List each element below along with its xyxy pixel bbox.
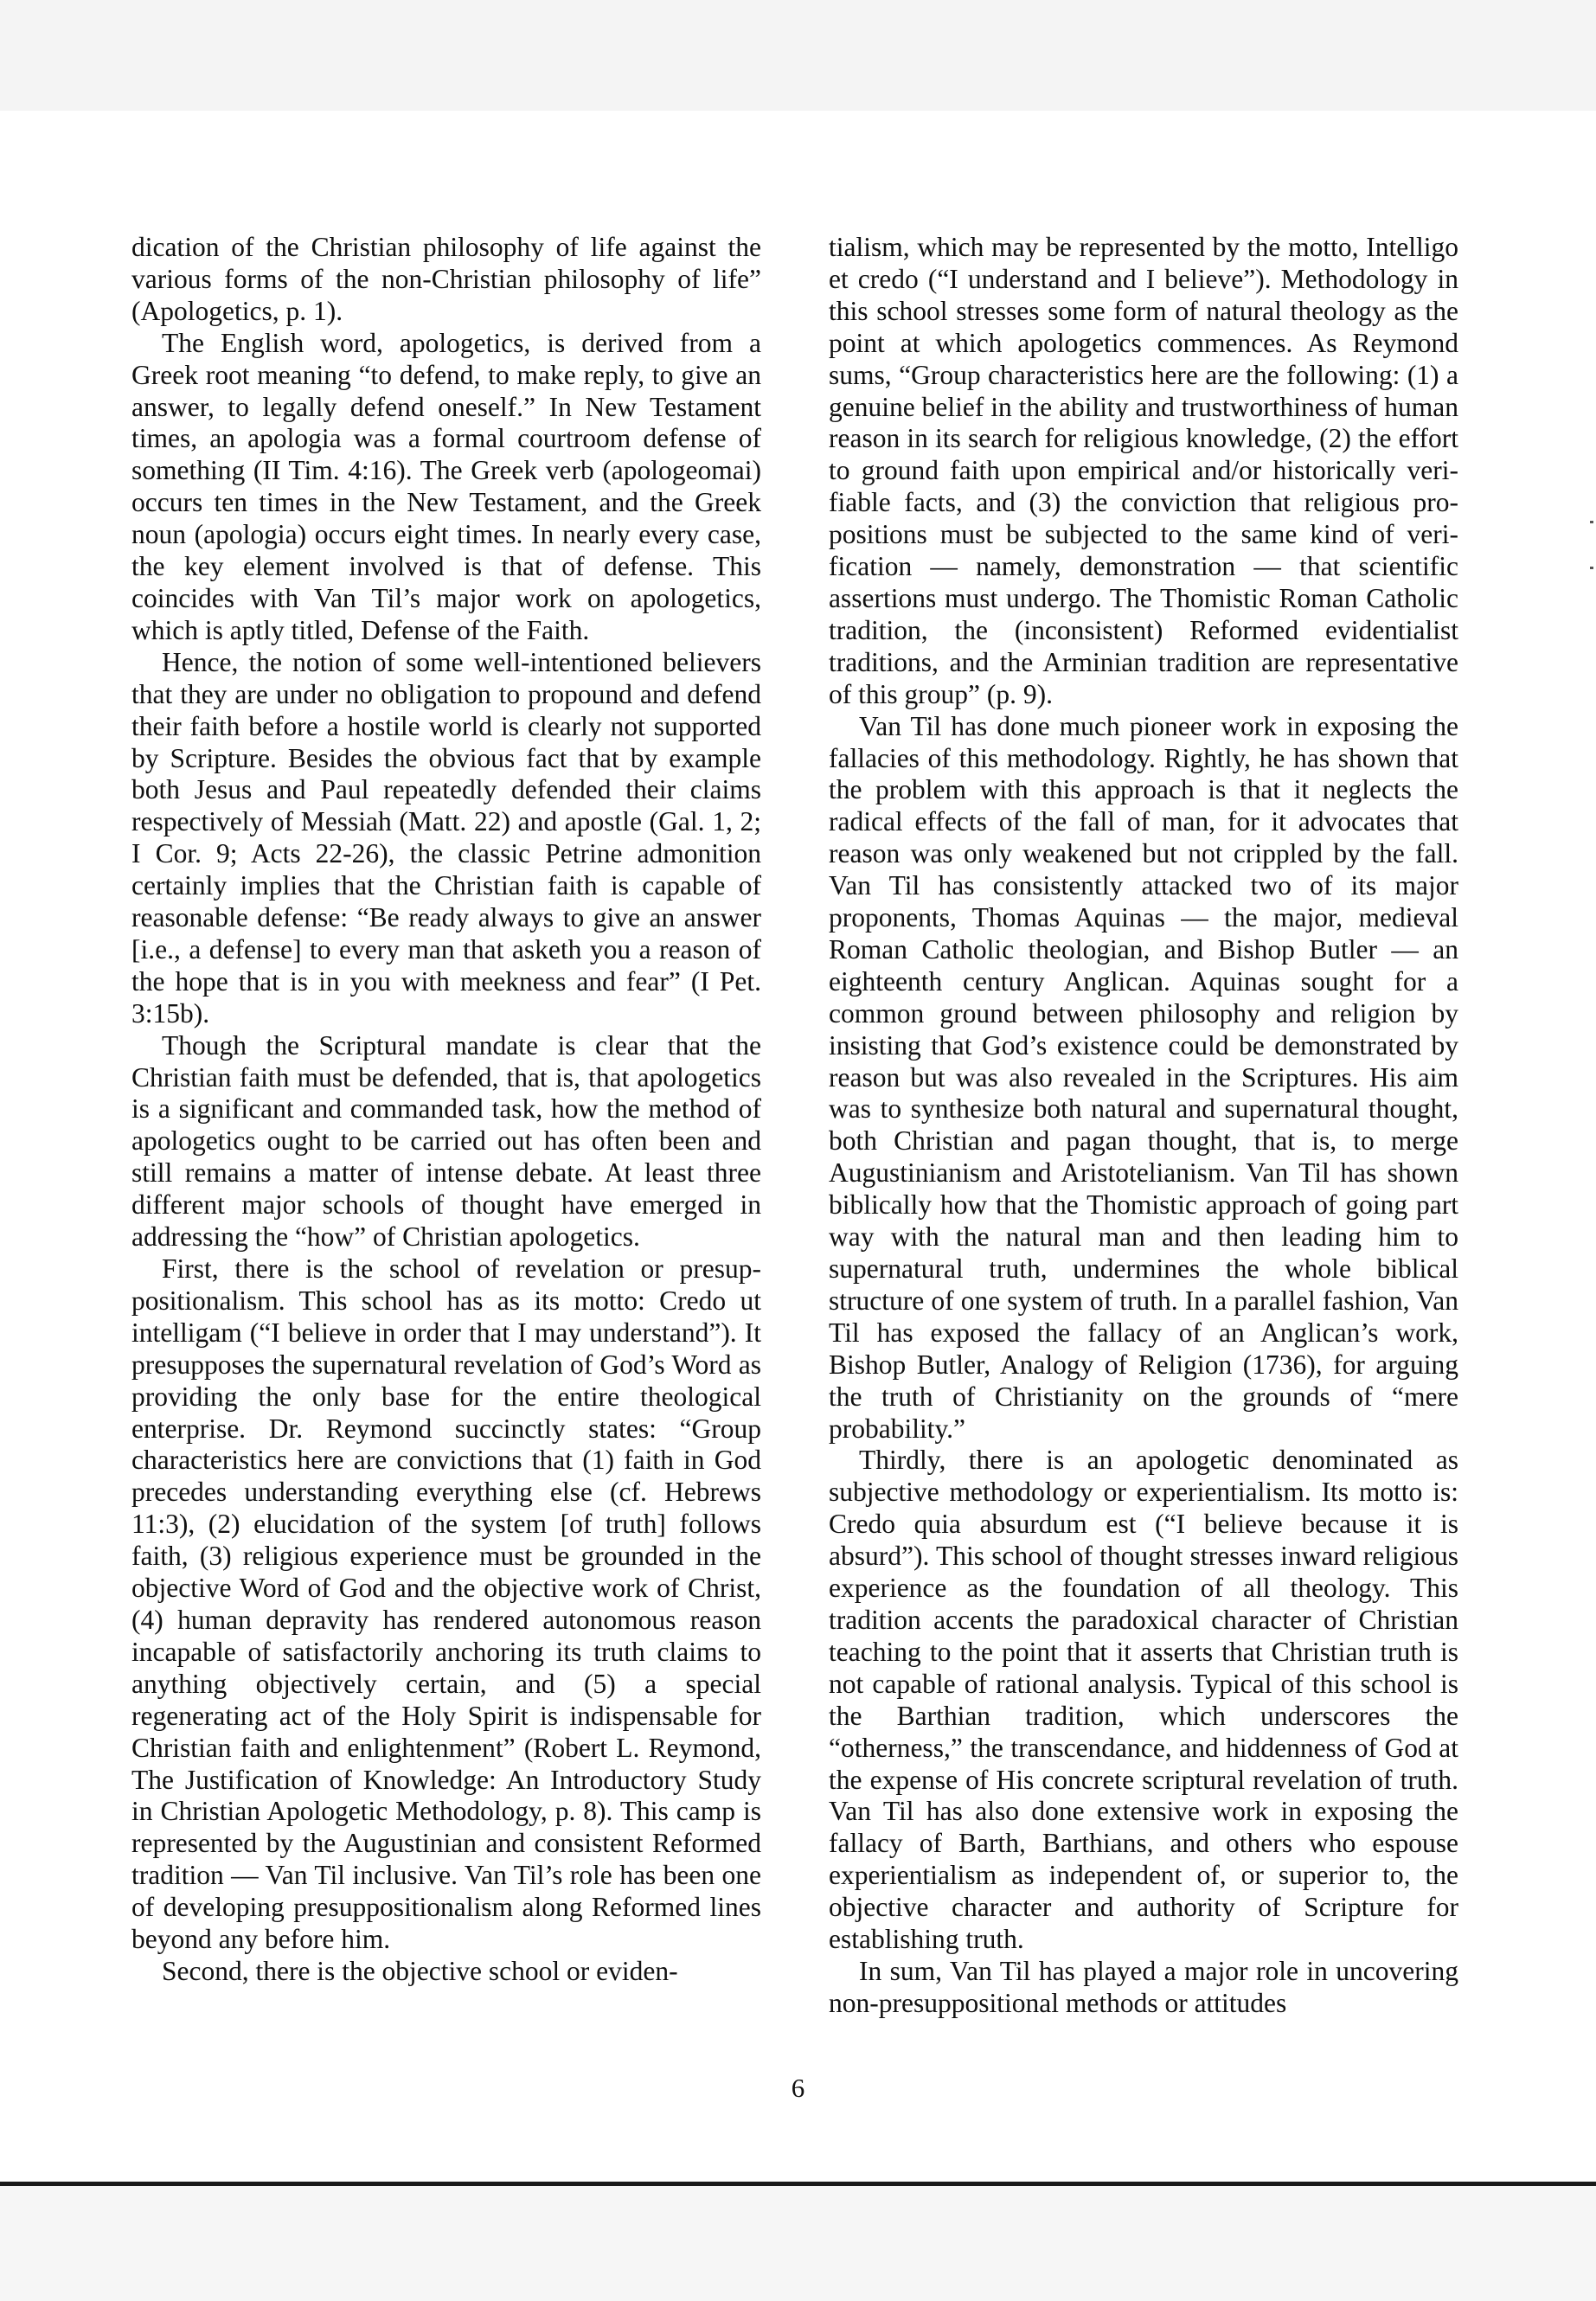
paragraph: tialism, which may be represented by the motto, Intelligo et credo (“I understand and I believe”). Methodology in this school stresses some form of natural theology as the point at which apologetics commences. As Reymond sums, “Group characteristics here are the following: (1) a genuine belief in the ability and trustworthiness of human reason in its search for religious knowledge, (2) the effort to ground faith upon empirical and/or historically verifiable facts, and (3) the conviction that religious propositions must be subjected to the same kind of verification — namely, demonstration — that scientific assertions must undergo. The Thomistic Roman Catholic tradition, the (inconsistent) Reformed evidentialist traditions, and the Arminian tradition are representative of this group” (p. 9). xyxy=(829,232,1458,709)
scan-edge-mark xyxy=(1590,521,1593,523)
paragraph: Second, there is the objective school or eviden- xyxy=(162,1955,678,1986)
paragraph: Thirdly, there is an apologetic denominated as subjective methodology or experientialism. Its motto is: Credo quia absurdum est (“I believe because it is absurd”). This school of thought stresses inward religious experience as the foundation of all theology. This tradition accents the paradoxical character of Christian teaching to the point that it asserts that Christian truth is not capable of rational analysis. Typical of this school is the Barthian tradition, which underscores the “otherness,” the transcendance, and hiddenness of God at the expense of His concrete scriptural revelation of truth. Van Til has also done extensive work in exposing the fallacy of Barth, Barthians, and others who espouse experientialism as independent of, or superior to, the objective character and authority of Scripture for establishing truth. xyxy=(829,1445,1458,1955)
scan-edge-mark xyxy=(1590,567,1593,569)
scan-bottom-margin xyxy=(0,2186,1596,2301)
paragraph: Though the Scriptural mandate is clear that the Christian faith must be defended, that is, that apologetics is a significant and commanded task, how the method of apologetics ought to be carried out has often been and still remains a matter of intense debate. At least three different major schools of thought have emerged in addressing the “how” of Christian apologetics. xyxy=(131,1029,761,1253)
paragraph: First, there is the school of revelation or presuppositionalism. This school has as its motto: Credo ut intelligam (“I believe in order that I may understand”). It presupposes the supernatural revelation of God’s Word as providing the only base for the entire theological enterprise. Dr. Reymond succinctly states: “Group characteristics here are convictions that (1) faith in God precedes understanding everything else (cf. Hebrews 11:3), (2) elucidation of the system [of truth] follows faith, (3) religious experience must be grounded in the objective Word of God and the objective work of Christ, (4) human depravity has rendered autonomous reason incapable of satisfactorily anchoring its truth claims to anything objectively certain, and (5) a special regenerating act of the Holy Spirit is indispensable for Christian faith and enlightenment” (Robert L. Reymond, The Justification of Knowledge: An Introductory Study in Christian Apologetic Methodology, p. 8). This camp is represented by the Augustinian and consistent Reformed tradition — Van Til inclusive. Van Til’s role has been one of developing presuppositionalism along Reformed lines beyond any before him. xyxy=(131,1253,761,1955)
page-number: 6 xyxy=(791,2073,805,2103)
left-text-column xyxy=(131,232,761,1988)
paragraph: The English word, apologetics, is derived from a Greek root meaning “to defend, to make reply, to give an answer, to legally defend oneself.” In New Testament times, an apologia was a formal courtroom defense of something (II Tim. 4:16). The Greek verb (apologeomai) occurs ten times in the New Testament, and the Greek noun (apologia) occurs eight times. In nearly every case, the key element involved is that of defense. This coincides with Van Til’s major work on apologetics, which is aptly titled, Defense of the Faith. xyxy=(131,327,761,645)
paragraph: Van Til has done much pioneer work in exposing the fallacies of this methodology. Rightly, he has shown that the problem with this approach is that it neglects the radical effects of the fall of man, for it advocates that reason was only weakened but not crippled by the fall. Van Til has consistently attacked two of its major proponents, Thomas Aquinas — the major, medieval Roman Catholic theologian, and Bishop Butler — an eighteenth century Anglican. Aquinas sought for a common ground between philosophy and religion by insisting that God’s existence could be demonstrated by reason but was also revealed in the Scriptures. His aim was to synthesize both natural and supernatural thought, both Christian and pagan thought, that is, to merge Augustinianism and Aristotelianism. Van Til has shown biblically how that the Thomistic approach of going part way with the natural man and then leading him to supernatural truth, undermines the whole biblical structure of one system of truth. In a parallel fashion, Van Til has exposed the fallacy of an Anglican’s work, Bishop Butler, Analogy of Religion (1736), for arguing the truth of Christianity on the grounds of “mere probability.” xyxy=(829,710,1458,1444)
scan-top-margin xyxy=(0,0,1596,111)
paragraph: dication of the Christian philosophy of life against the various forms of the non-Christian philosophy of life” (Apologetics, p. 1). xyxy=(131,232,761,326)
paragraph: In sum, Van Til has played a major role in uncovering non-presuppositional methods or attitudes xyxy=(829,1955,1458,2018)
right-text-column xyxy=(829,232,1458,2020)
paragraph: Hence, the notion of some well-intentioned believers that they are under no obligation to propound and defend their faith before a hostile world is clearly not supported by Scripture. Besides the obvious fact that by example both Jesus and Paul repeatedly defended their claims respectively of Messiah (Matt. 22) and apostle (Gal. 1, 2; I Cor. 9; Acts 22-26), the classic Petrine admonition certainly implies that the Christian faith is capable of reasonable defense: “Be ready always to give an answer [i.e., a defense] to every man that asketh you a reason of the hope that is in you with meekness and fear” (I Pet. 3:15b). xyxy=(131,646,761,1029)
